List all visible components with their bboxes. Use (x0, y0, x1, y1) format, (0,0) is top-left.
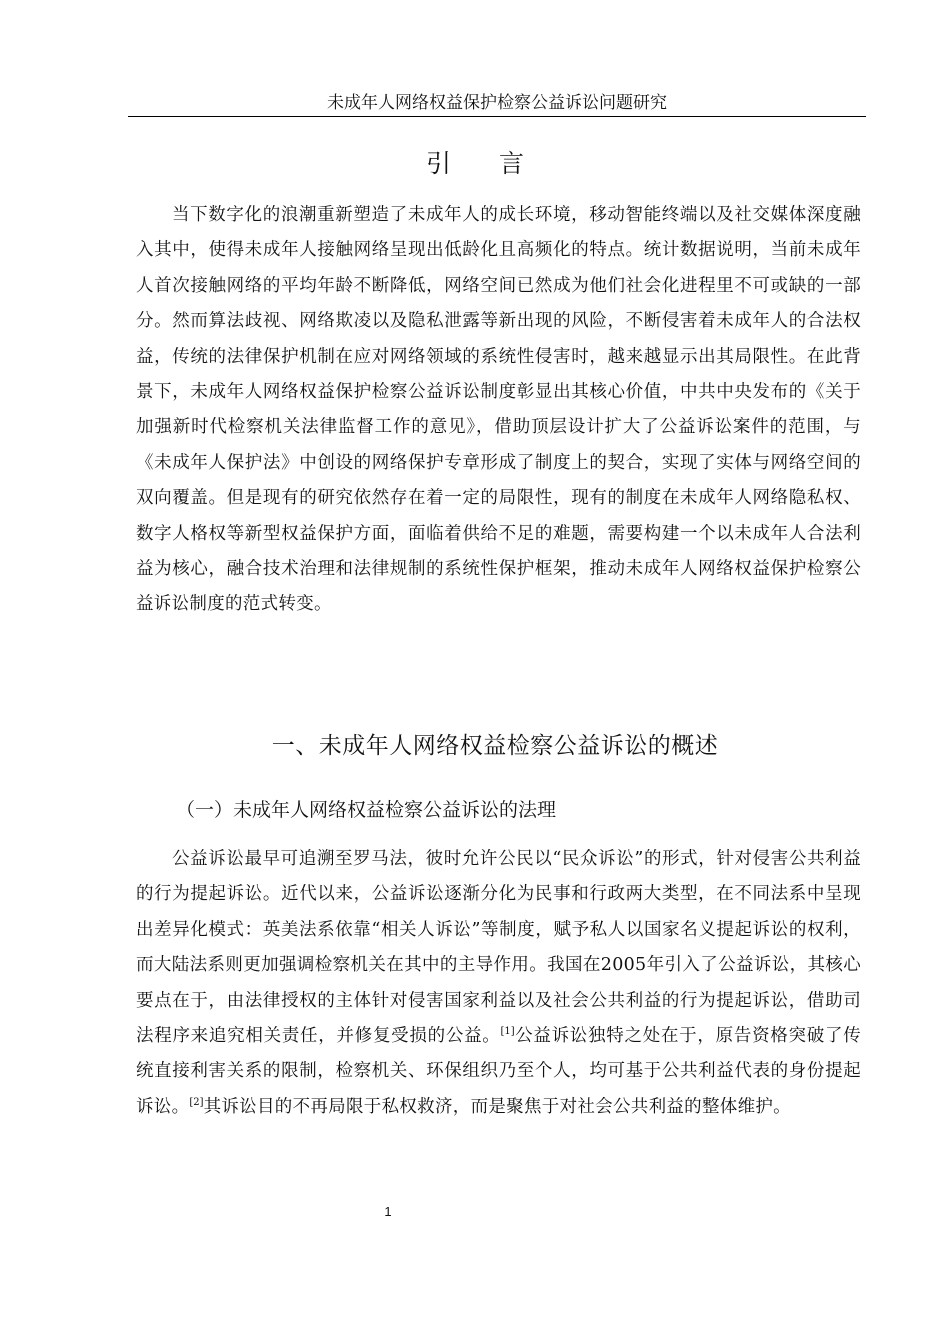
subsection-heading: （一）未成年人网络权益检察公益诉讼的法理 (176, 799, 557, 821)
paragraph-text-part-3: 其诉讼目的不再局限于私权救济，而是聚焦于对社会公共利益的整体维护。 (203, 1096, 791, 1117)
citation-1[interactable]: [1] (500, 1026, 515, 1038)
paragraph-text-part-2: 公益诉讼独特之处在于，原告资格突破了传统直接利害关系的限制，检察机关、环保组织乃至个人，均可基于公共利益代表的身份提起诉讼。 (136, 1026, 862, 1117)
header-rule (128, 116, 866, 117)
citation-2[interactable]: [2] (189, 1097, 204, 1109)
section-heading: 一、未成年人网络权益检察公益诉讼的概述 (271, 733, 719, 759)
paragraph-text-part-1: 公益诉讼最早可追溯至罗马法，彼时允许公民以“民众诉讼”的形式，针对侵害公共利益的行为提起诉讼。近代以来，公益诉讼逐渐分化为民事和行政两大类型，在不同法系中呈现出差异化模式：英美法系依靠“相关人诉讼”等制度，赋予私人以国家名义提起诉讼的权利，而大陆法系则更加强调检察机关在其中的主导作用。我国在2005年引入了公益诉讼，其核心要点在于，由法律授权的主体针对侵害国家利益以及社会公共利益的行为提起诉讼，借助司法程序来追究相关责任，并修复受损的公益。 (136, 849, 861, 1047)
running-header: 未成年人网络权益保护检察公益诉讼问题研究 (327, 93, 667, 113)
page-number: 1 (384, 1204, 392, 1219)
introduction-title: 引言 (425, 149, 572, 178)
body-paragraph (136, 842, 861, 1125)
introduction-paragraph: 当下数字化的浪潮重新塑造了未成年人的成长环境，移动智能终端以及社交媒体深度融入其中，使得未成年人接触网络呈现出低龄化且高频化的特点。统计数据说明，当前未成年人首次接触网络的平均年龄不断降低，网络空间已然成为他们社会化进程里不可或缺的一部分。然而算法歧视、网络欺凌以及隐私泄露等新出现的风险，不断侵害着未成年人的合法权益，传统的法律保护机制在应对网络领域的系统性侵害时，越来越显示出其局限性。在此背景下，未成年人网络权益保护检察公益诉讼制度彰显出其核心价值，中共中央发布的《关于加强新时代检察机关法律监督工作的意见》，借助顶层设计扩大了公益诉讼案件的范围，与《未成年人保护法》中创设的网络保护专章形成了制度上的契合，实现了实体与网络空间的双向覆盖。但是现有的研究依然存在着一定的局限性，现有的制度在未成年人网络隐私权、数字人格权等新型权益保护方面，面临着供给不足的难题，需要构建一个以未成年人合法利益为核心，融合技术治理和法律规制的系统性保护框架，推动未成年人网络权益保护检察公益诉讼制度的范式转变。 (136, 205, 861, 615)
